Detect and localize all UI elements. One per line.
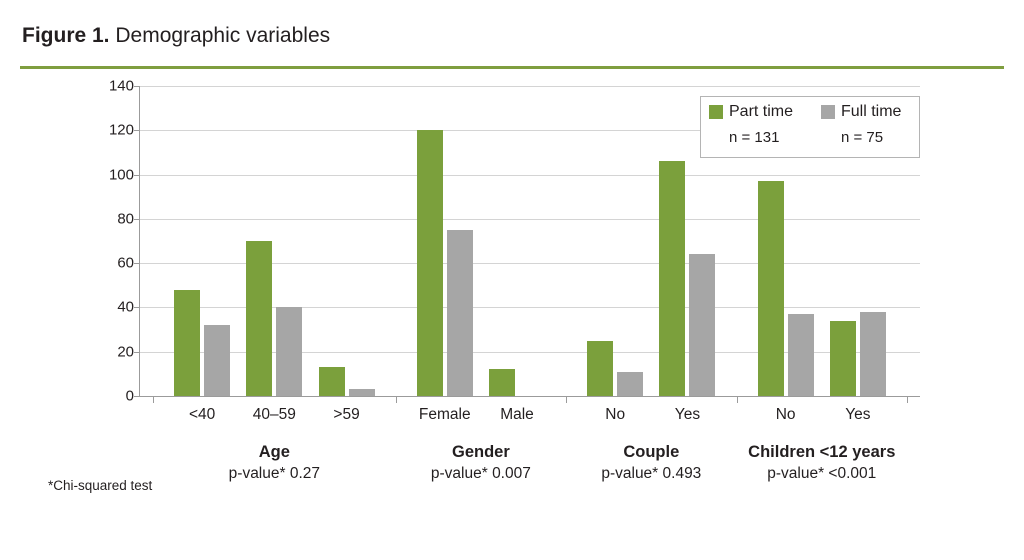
y-axis-labels (98, 77, 134, 405)
category-label: Male (500, 406, 534, 423)
group-name: Age (258, 443, 290, 461)
y-axis-tick-label: 120 (108, 121, 134, 139)
y-axis-tick (134, 307, 140, 308)
y-axis-tick-label: 40 (117, 298, 134, 316)
legend-item-part-time (709, 103, 793, 121)
group-p-value: p-value* 0.007 (430, 465, 531, 482)
bar-part-time (659, 161, 685, 396)
bar-full-time (349, 389, 375, 396)
group-name: Gender (451, 443, 510, 461)
y-axis-tick (134, 263, 140, 264)
group-label (229, 441, 320, 485)
figure-caption: Demographic variables (109, 24, 331, 47)
x-axis-line (140, 396, 920, 397)
group-p-value: p-value* 0.493 (601, 465, 702, 482)
y-axis-tick-label: 100 (108, 166, 134, 184)
legend-item-full-time (821, 103, 901, 121)
bar-part-time (587, 341, 613, 396)
legend-n-row (709, 129, 913, 151)
legend-label-part-time: Part time (729, 103, 794, 120)
y-axis-tick-label: 80 (117, 210, 134, 228)
y-axis-tick (134, 175, 140, 176)
bar-full-time (447, 230, 473, 396)
bar-full-time (788, 314, 814, 396)
category-label: <40 (188, 406, 216, 423)
category-label: 40–59 (252, 406, 296, 423)
bar-full-time (276, 307, 302, 396)
bar-part-time (758, 181, 784, 396)
group-name: Couple (623, 443, 680, 461)
category-label: No (605, 406, 626, 423)
group-labels (140, 441, 920, 497)
footnote: *Chi-squared test (48, 478, 153, 493)
legend-swatch-part-time-icon (709, 105, 723, 119)
legend-swatch-full-time-icon (821, 105, 835, 119)
x-axis-tick (907, 397, 908, 403)
x-axis-tick (737, 397, 738, 403)
legend-n-full-time: n = 75 (841, 129, 884, 146)
category-label: Yes (674, 406, 701, 423)
legend-series-row (709, 103, 913, 125)
y-axis-tick-label: 140 (108, 77, 134, 95)
category-label: Yes (845, 406, 871, 423)
group-label (601, 441, 701, 485)
y-axis-tick (134, 130, 140, 131)
legend-label-full-time: Full time (841, 103, 902, 120)
title-divider (20, 66, 1004, 69)
bar-part-time (830, 321, 856, 396)
figure-label: Figure 1. (22, 24, 110, 47)
y-axis-tick-label: 20 (117, 343, 134, 361)
chart-legend (700, 96, 920, 158)
bar-part-time (319, 367, 345, 396)
y-axis-tick (134, 86, 140, 87)
y-axis-tick (134, 396, 140, 397)
group-label (431, 441, 531, 485)
category-label: >59 (333, 406, 360, 423)
figure-title (22, 22, 330, 50)
bar-full-time (617, 372, 643, 396)
bar-part-time (417, 130, 443, 396)
bar-part-time (174, 290, 200, 396)
y-axis-tick-label: 0 (125, 387, 134, 405)
x-axis-tick (396, 397, 397, 403)
bar-full-time (204, 325, 230, 396)
x-axis-tick (153, 397, 154, 403)
y-axis-tick (134, 219, 140, 220)
group-name: Children <12 years (748, 443, 896, 461)
y-axis-tick (134, 352, 140, 353)
legend-n-part-time: n = 131 (729, 129, 780, 146)
bar-full-time (860, 312, 886, 396)
group-label (748, 441, 895, 485)
y-axis-tick-label: 60 (117, 254, 134, 272)
category-labels (140, 406, 920, 430)
group-p-value: p-value* <0.001 (767, 465, 877, 482)
bar-part-time (246, 241, 272, 396)
category-label: No (775, 406, 796, 423)
group-p-value: p-value* 0.27 (228, 465, 320, 482)
bar-full-time (689, 254, 715, 396)
bar-part-time (489, 369, 515, 396)
x-axis-tick (566, 397, 567, 403)
category-label: Female (418, 406, 471, 423)
chart-plot-area (0, 77, 1024, 482)
